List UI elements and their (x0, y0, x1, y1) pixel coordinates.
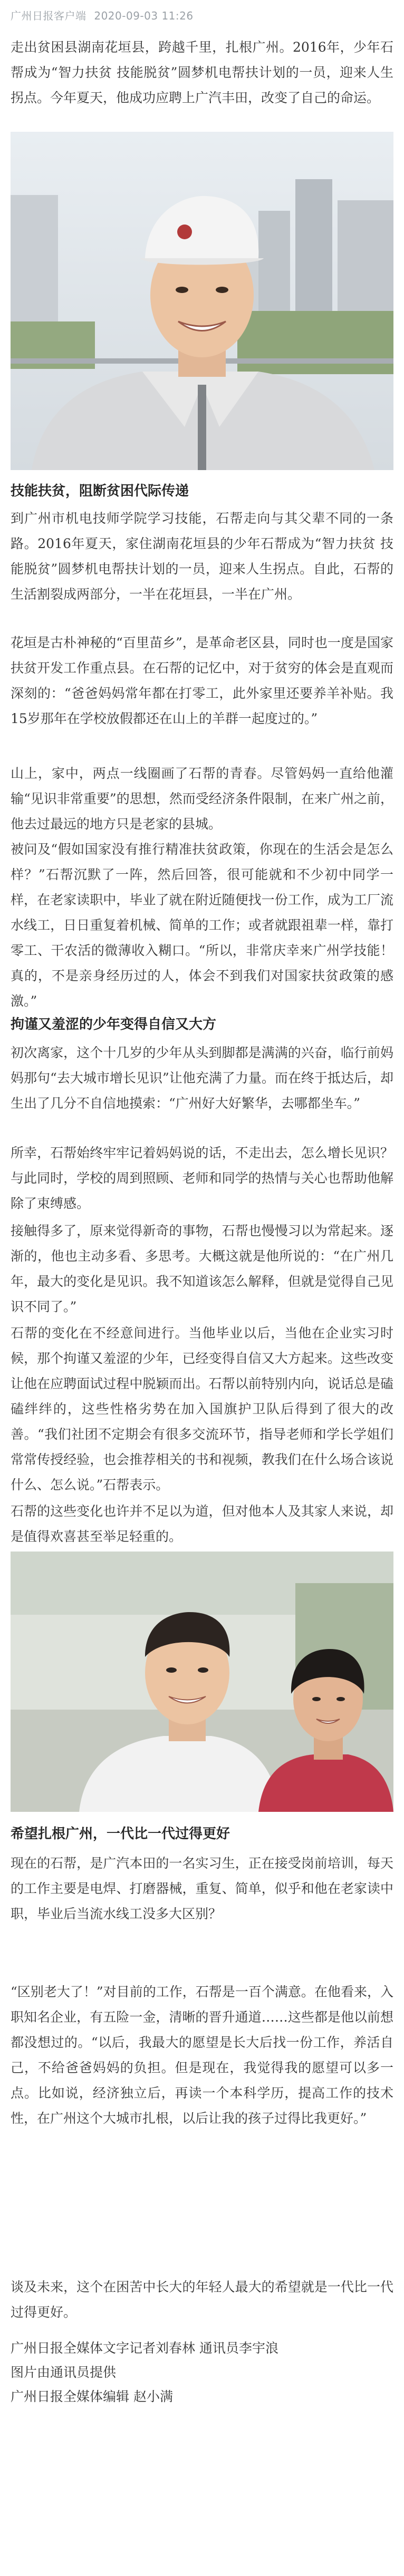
family-photo-illustration (11, 1552, 393, 1812)
portrait-photo (11, 132, 393, 470)
credit-photo: 图片由通讯员提供 (11, 2365, 117, 2380)
paragraph-12: “区别老大了！”对目前的工作，石帮是一百个满意。在他看来，入职知名企业，有五险一金，清晰的晋升通道……这些都是他以前想都没想过的。“以后，我最大的愿望是长大后找一份工作，养活自己，不给爸爸妈妈的负担。但是现在，我觉得我的愿望可以多一点。比如说，经济独立后，再读一个本科学历，提高工作的技术性，在广州这个大城市扎根，以后让我的孩子过得比我更好。” (11, 1984, 393, 2126)
section-heading-3: 希望扎根广州，一代比一代过得更好 (11, 1826, 230, 1842)
paragraph-11: 现在的石帮，是广汽本田的一名实习生，正在接受岗前培训，每天的工作主要是电焊、打磨器械，重复、简单，似乎和他在老家读中职，毕业后当流水线工没多大区别？ (11, 1856, 393, 1921)
paragraph-8: 接触得多了，原来觉得新奇的事物，石帮也慢慢习以为常起来。逐渐的，他也主动多看、多思考。大概这就是他所说的：“在广州几年，最大的变化是见识。我不知道该怎么解释，但就是觉得自己见识不同了。” (11, 1223, 393, 1314)
paragraph-13: 谈及未来，这个在困苦中长大的年轻人最大的希望就是一代比一代过得更好。 (11, 2279, 393, 2320)
source-label[interactable]: 广州日报客户端 (11, 9, 86, 22)
article-meta (11, 7, 194, 23)
section-heading-1: 技能扶贫，阻断贫困代际传递 (11, 483, 189, 499)
portrait-photo-illustration (11, 132, 393, 470)
paragraph-6: 初次离家，这个十几岁的少年从头到脚都是满满的兴奋，临行前妈妈那句“去大城市增长见识”让他充满了力量。而在终于抵达后，却生出了几分不自信地摸索：“广州好大好繁华，去哪都坐车。” (11, 1045, 393, 1111)
family-photo (11, 1552, 393, 1812)
publish-date: 2020-09-03 11:26 (94, 9, 194, 22)
section-heading-2: 拘谨又羞涩的少年变得自信又大方 (11, 1017, 217, 1032)
paragraph-intro: 走出贫困县湖南花垣县，跨越千里，扎根广州。2016年，少年石帮成为“智力扶贫 技能脱贫”圆梦机电帮扶计划的一员，迎来人生拐点。今年夏天，他成功应聘上广汽丰田，改变了自己的命运。 (11, 40, 393, 105)
paragraph-9: 石帮的变化在不经意间进行。当他毕业以后，当他在企业实习时候，那个拘谨又羞涩的少年，已经变得自信又大方起来。这些改变让他在应聘面试过程中脱颖而出。石帮以前特别内向，说话总是磕磕绊绊的，这些性格劣势在加入国旗护卫队后得到了很大的改善。“我们社团不定期会有很多交流环节，指导老师和学长学姐们常常传授经验，也会推荐相关的书和视频，教我们在什么场合该说什么、怎么说。”石帮表示。 (11, 1325, 393, 1492)
paragraph-2: 到广州市机电技师学院学习技能，石帮走向与其父辈不同的一条路。2016年夏天，家住湖南花垣县的少年石帮成为“智力扶贫 技能脱贫”圆梦机电帮扶计划的一员，迎来人生拐点。自此，石帮的生活割裂成两部分，一半在花垣县，一半在广州。 (11, 511, 393, 602)
paragraph-10: 石帮的这些变化也许并不足以为道，但对他本人及其家人来说，却是值得欢喜甚至举足轻重的。 (11, 1504, 393, 1544)
paragraph-5: 被问及“假如国家没有推行精准扶贫政策，你现在的生活会是怎么样？”石帮沉默了一阵，然后回答，很可能就和不少初中同学一样，在老家读职中，毕业了就在附近随便找一份工作，成为工厂流水线工，日日重复着机械、简单的工作；或者就跟祖辈一样，靠打零工、干农活的微薄收入糊口。“所以，非常庆幸来广州学技能！真的，不是亲身经历过的人，体会不到我们对国家扶贫政策的感激。” (11, 842, 393, 1009)
paragraph-3: 花垣是古朴神秘的“百里苗乡”，是革命老区县，同时也一度是国家扶贫开发工作重点县。在石帮的记忆中，对于贫穷的体会是直观而深刻的：“爸爸妈妈常年都在打零工，此外家里还要养羊补贴。我15岁那年在学校放假都还在山上的羊群一起度过的。” (11, 635, 393, 726)
paragraph-7: 所幸，石帮始终牢牢记着妈妈说的话，不走出去，怎么增长见识？与此同时，学校的周到照顾、老师和同学的热情与关心也帮助他解除了束缚感。 (11, 1145, 393, 1211)
credit-reporter: 广州日报全媒体文字记者刘春林 通讯员李宇浪 (11, 2340, 278, 2356)
paragraph-4: 山上，家中，两点一线圈画了石帮的青春。尽管妈妈一直给他灌输“见识非常重要”的思想，然而受经济条件限制，在来广州之前，他去过最远的地方只是老家的县城。 (11, 766, 393, 832)
credit-editor: 广州日报全媒体编辑 赵小满 (11, 2389, 173, 2404)
